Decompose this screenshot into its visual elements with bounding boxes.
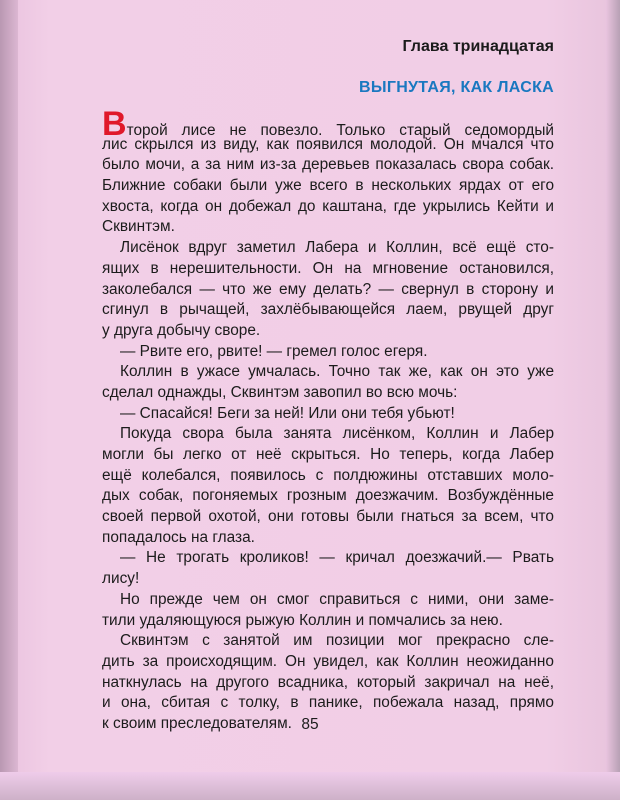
text-line: дить за происходящим. Он увидел, как Коллин неожиданно [102,652,554,670]
drop-cap: В [102,105,127,143]
text-line: ящих в нерешительности. Он на мгновение остановился, [102,259,554,277]
text-line: Покуда свора была занята лисёнком, Коллин и Лабер [120,425,554,443]
text-line: к своим преследователям. [102,714,292,732]
text-line: Лисёнок вдруг заметил Лабера и Коллин, всё ещё сто- [120,239,554,257]
text-line: Ближние собаки были уже всего в нескольких ярдах от его [102,177,554,195]
text-line: дых собак, погоняемых грозным доезжачим. Возбуждённые [102,487,554,505]
text-line: попадалось на глаза. [102,528,255,546]
text-line: ещё колебался, появилось с полдюжины отставших моло- [102,466,554,484]
text-line: было мочи, а за ним из-за деревьев показалась свора собак. [102,156,554,174]
text-line: — Рвите его, рвите! — гремел голос егеря. [120,342,428,360]
text-line: наткнулась на другого всадника, который закричал на неё, [102,673,554,691]
text-line: заколебался — что же ему делать? — свернул в сторону и [102,280,554,298]
body-text [102,105,554,735]
text-line: — Не трогать кроликов! — кричал доезжачий.— Рвать [120,549,554,567]
text-line: Коллин в ужасе умчалась. Точно так же, как он это уже [120,363,554,381]
text-line: лис скрылся из виду, как появился молодой. Он мчался что [102,135,554,153]
text-line: Сквинтэм с занятой им позиции мог прекрасно сле- [120,632,554,650]
chapter-label: Глава тринадцатая [402,38,554,55]
text-line: сгинул в рычащей, захлёбывающейся лаем, рвущей друг [102,301,554,319]
text-line: Второй лисе не повезло. Только старый седомордый [102,105,554,143]
text-line: — Спасайся! Беги за ней! Или они тебя убьют! [120,404,455,422]
text-line: своей первой охотой, они готовы были гнаться за всем, что [102,508,554,526]
text-line: могли бы легко от неё скрыться. Но теперь, когда Лабер [102,446,554,463]
text-line: у друга добычу своре. [102,321,261,339]
chapter-title: ВЫГНУТАЯ, КАК ЛАСКА [359,79,554,96]
text-line: сделал однажды, Сквинтэм завопил во всю мочь: [102,383,458,401]
text-line: хвоста, когда он добежал до каштана, где укрылись Кейти и [102,197,554,215]
page-bottom-edge [0,772,620,800]
page-edge [606,0,620,800]
page-number: 85 [301,716,319,733]
text-line: и она, сбитая с толку, в панике, побежала назад, прямо [102,694,554,712]
text-line: Сквинтэм. [102,218,175,236]
page-binding [0,0,18,800]
text-line: Но прежде чем он смог справиться с ними, они заме- [120,590,554,608]
text-line: тили удаляющуюся рыжую Коллин и помчались за нею. [102,611,503,629]
text-line: лису! [102,570,140,588]
